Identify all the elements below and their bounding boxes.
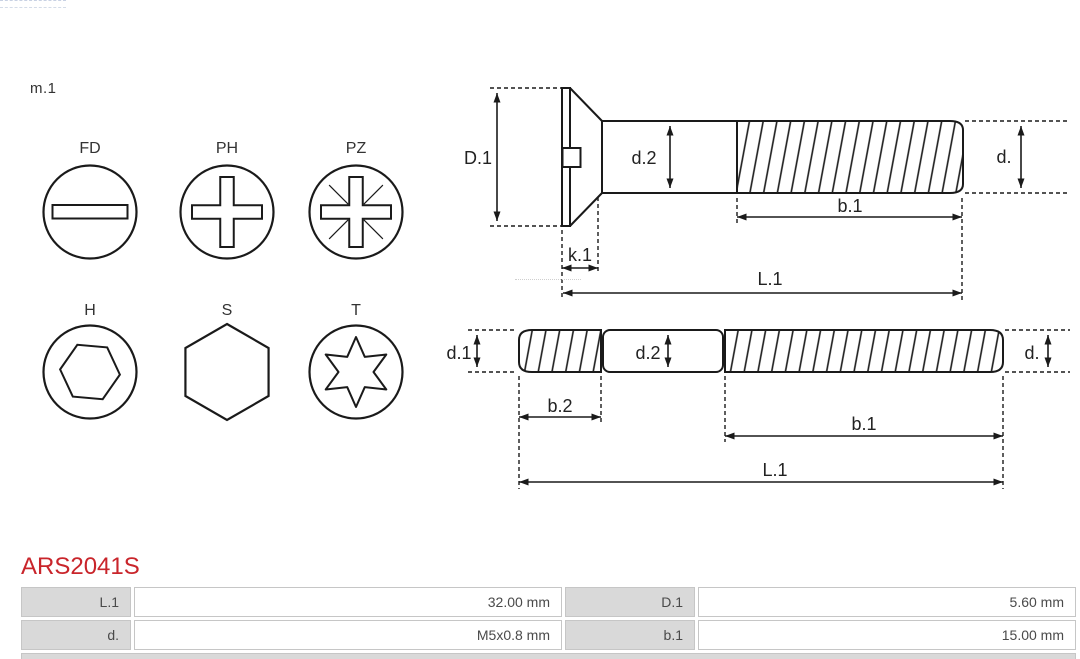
- stud-diagram: [440, 318, 1080, 498]
- spec-value-cell-b1: 15.00 mm: [698, 620, 1076, 650]
- hex-socket-icon: [44, 326, 137, 419]
- faint-dotted-artifact: [515, 279, 581, 280]
- pozidriv-drive-icon: [310, 166, 403, 259]
- spec-label-cell-b1: b.1: [565, 620, 695, 650]
- dim-label-b2: b.2: [547, 396, 573, 416]
- dim-label-b1: b.1: [851, 414, 877, 434]
- head-type-s-label: S: [221, 302, 233, 319]
- dim-label-d1: d.1: [446, 343, 472, 363]
- screw-body: [562, 88, 963, 226]
- part-number-link[interactable]: ARS2041S: [21, 553, 140, 580]
- spec-label-cell-D1: D.1: [565, 587, 695, 617]
- flat-drive-icon: [44, 166, 137, 259]
- spec-table-next-row-partial: [21, 653, 1076, 659]
- dim-label-d: d.: [996, 147, 1012, 167]
- head-type-icons: [25, 133, 425, 430]
- spec-label-cell-d: d.: [21, 620, 131, 650]
- head-type-t-label: T: [351, 302, 361, 319]
- countersunk-screw-diagram: [440, 75, 1080, 310]
- dim-label-k1: k.1: [567, 245, 593, 265]
- spec-value-cell-L1: 32.00 mm: [134, 587, 562, 617]
- dim-label-d2: d.2: [635, 343, 661, 363]
- head-type-ph-label: PH: [215, 140, 239, 157]
- spec-table: [21, 587, 1076, 650]
- corner-selection-artifact: [0, 0, 66, 8]
- head-type-fd-label: FD: [79, 140, 101, 157]
- dim-label-d2: d.2: [631, 148, 657, 168]
- spec-value-cell-d: M5x0.8 mm: [134, 620, 562, 650]
- stud-body: [519, 330, 1003, 372]
- dim-label-b1: b.1: [837, 196, 863, 216]
- torx-drive-icon: [310, 326, 403, 419]
- dim-label-L1: L.1: [757, 269, 783, 289]
- head-type-pz-label: PZ: [345, 140, 367, 157]
- dim-label-D1: D.1: [463, 148, 493, 168]
- head-type-h-label: H: [84, 302, 96, 319]
- material-label: m.1: [30, 80, 57, 97]
- dim-label-d: d.: [1024, 343, 1040, 363]
- hex-external-icon: [185, 324, 268, 420]
- spec-value-cell-D1: 5.60 mm: [698, 587, 1076, 617]
- phillips-drive-icon: [181, 166, 274, 259]
- spec-label-cell-L1: L.1: [21, 587, 131, 617]
- dim-label-L1: L.1: [762, 460, 788, 480]
